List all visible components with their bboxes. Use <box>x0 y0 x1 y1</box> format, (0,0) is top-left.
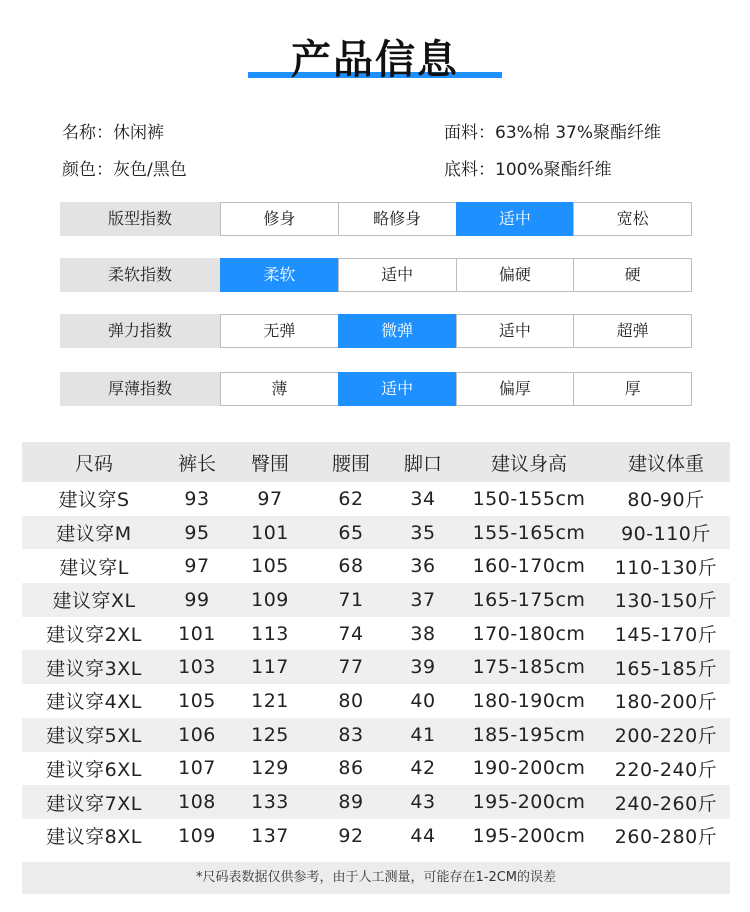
table-cell: 195-200cm <box>456 785 602 819</box>
index-option: 偏厚 <box>456 372 575 406</box>
table-cell: 建议穿L <box>22 549 166 583</box>
index-label: 厚薄指数 <box>60 372 220 406</box>
table-cell: 建议穿7XL <box>22 785 166 819</box>
size-table-header-cell: 脚口 <box>390 442 456 482</box>
table-cell: 建议穿5XL <box>22 718 166 752</box>
table-cell: 80 <box>312 684 390 718</box>
table-cell: 建议穿S <box>22 482 166 516</box>
table-cell: 44 <box>390 819 456 853</box>
size-table-header-cell: 腰围 <box>312 442 390 482</box>
index-option: 略修身 <box>338 202 457 236</box>
size-table-header <box>22 442 730 482</box>
size-table <box>22 442 730 853</box>
table-cell: 35 <box>390 516 456 550</box>
index-options <box>220 202 692 236</box>
table-row <box>22 583 730 617</box>
table-cell: 95 <box>166 516 228 550</box>
table-cell: 108 <box>166 785 228 819</box>
table-cell: 185-195cm <box>456 718 602 752</box>
table-cell: 68 <box>312 549 390 583</box>
table-cell: 83 <box>312 718 390 752</box>
index-option: 厚 <box>573 372 692 406</box>
size-table-header-cell: 裤长 <box>166 442 228 482</box>
table-cell: 42 <box>390 752 456 786</box>
page-title: 产品信息 <box>291 37 459 83</box>
table-cell: 220-240斤 <box>602 752 730 786</box>
table-cell: 101 <box>228 516 312 550</box>
table-row <box>22 785 730 819</box>
index-option: 适中 <box>456 314 575 348</box>
size-table-body <box>22 482 730 853</box>
table-cell: 117 <box>228 650 312 684</box>
table-cell: 165-185斤 <box>602 650 730 684</box>
index-option: 硬 <box>573 258 692 292</box>
table-cell: 86 <box>312 752 390 786</box>
table-cell: 建议穿M <box>22 516 166 550</box>
index-label: 版型指数 <box>60 202 220 236</box>
table-cell: 129 <box>228 752 312 786</box>
index-row <box>60 202 692 236</box>
table-cell: 74 <box>312 617 390 651</box>
table-cell: 165-175cm <box>456 583 602 617</box>
table-cell: 175-185cm <box>456 650 602 684</box>
disclaimer-note: *尺码表数据仅供参考，由于人工测量，可能存在1-2CM的误差 <box>22 862 730 894</box>
index-row <box>60 258 692 292</box>
table-row <box>22 684 730 718</box>
size-table-header-cell: 建议体重 <box>602 442 730 482</box>
info-color: 颜色：灰色/黑色 <box>62 160 187 180</box>
table-row <box>22 516 730 550</box>
table-cell: 建议穿4XL <box>22 684 166 718</box>
table-cell: 121 <box>228 684 312 718</box>
table-cell: 37 <box>390 583 456 617</box>
index-option-selected: 微弹 <box>338 314 457 348</box>
section-title <box>0 24 750 94</box>
info-lining: 底料：100%聚酯纤维 <box>444 160 612 180</box>
table-cell: 99 <box>166 583 228 617</box>
table-cell: 71 <box>312 583 390 617</box>
table-cell: 170-180cm <box>456 617 602 651</box>
table-cell: 113 <box>228 617 312 651</box>
index-option: 偏硬 <box>456 258 575 292</box>
index-option: 超弹 <box>573 314 692 348</box>
table-cell: 77 <box>312 650 390 684</box>
info-fabric: 面料：63%棉 37%聚酯纤维 <box>444 123 661 143</box>
table-cell: 建议穿6XL <box>22 752 166 786</box>
table-cell: 195-200cm <box>456 819 602 853</box>
index-option-selected: 适中 <box>456 202 575 236</box>
table-cell: 180-190cm <box>456 684 602 718</box>
table-cell: 62 <box>312 482 390 516</box>
table-cell: 109 <box>166 819 228 853</box>
table-cell: 43 <box>390 785 456 819</box>
table-cell: 125 <box>228 718 312 752</box>
table-cell: 34 <box>390 482 456 516</box>
index-label: 柔软指数 <box>60 258 220 292</box>
index-option: 宽松 <box>573 202 692 236</box>
table-cell: 40 <box>390 684 456 718</box>
table-row <box>22 718 730 752</box>
table-cell: 133 <box>228 785 312 819</box>
table-cell: 145-170斤 <box>602 617 730 651</box>
table-cell: 200-220斤 <box>602 718 730 752</box>
table-cell: 260-280斤 <box>602 819 730 853</box>
index-label: 弹力指数 <box>60 314 220 348</box>
index-options <box>220 372 692 406</box>
table-cell: 106 <box>166 718 228 752</box>
table-cell: 190-200cm <box>456 752 602 786</box>
index-option-selected: 适中 <box>338 372 457 406</box>
index-row <box>60 372 692 406</box>
table-cell: 93 <box>166 482 228 516</box>
table-cell: 107 <box>166 752 228 786</box>
table-cell: 110-130斤 <box>602 549 730 583</box>
size-table-header-cell: 臀围 <box>228 442 312 482</box>
table-cell: 41 <box>390 718 456 752</box>
table-cell: 105 <box>166 684 228 718</box>
table-cell: 97 <box>166 549 228 583</box>
table-cell: 65 <box>312 516 390 550</box>
table-row <box>22 549 730 583</box>
table-cell: 103 <box>166 650 228 684</box>
index-options <box>220 258 692 292</box>
table-cell: 39 <box>390 650 456 684</box>
size-table-header-cell: 建议身高 <box>456 442 602 482</box>
index-option-selected: 柔软 <box>220 258 339 292</box>
info-name: 名称：休闲裤 <box>62 123 164 143</box>
table-cell: 137 <box>228 819 312 853</box>
table-cell: 建议穿2XL <box>22 617 166 651</box>
table-cell: 89 <box>312 785 390 819</box>
table-cell: 97 <box>228 482 312 516</box>
table-cell: 建议穿8XL <box>22 819 166 853</box>
index-options <box>220 314 692 348</box>
index-option: 无弹 <box>220 314 339 348</box>
index-option: 修身 <box>220 202 339 236</box>
table-cell: 92 <box>312 819 390 853</box>
table-row <box>22 752 730 786</box>
table-cell: 180-200斤 <box>602 684 730 718</box>
table-cell: 160-170cm <box>456 549 602 583</box>
table-cell: 101 <box>166 617 228 651</box>
size-table-header-cell: 尺码 <box>22 442 166 482</box>
table-cell: 建议穿XL <box>22 583 166 617</box>
table-cell: 38 <box>390 617 456 651</box>
table-cell: 80-90斤 <box>602 482 730 516</box>
table-row <box>22 819 730 853</box>
table-cell: 130-150斤 <box>602 583 730 617</box>
table-cell: 36 <box>390 549 456 583</box>
table-cell: 109 <box>228 583 312 617</box>
table-row <box>22 650 730 684</box>
index-option: 薄 <box>220 372 339 406</box>
table-cell: 150-155cm <box>456 482 602 516</box>
index-option: 适中 <box>338 258 457 292</box>
table-cell: 155-165cm <box>456 516 602 550</box>
index-row <box>60 314 692 348</box>
table-cell: 建议穿3XL <box>22 650 166 684</box>
table-row <box>22 482 730 516</box>
table-row <box>22 617 730 651</box>
table-cell: 105 <box>228 549 312 583</box>
table-cell: 90-110斤 <box>602 516 730 550</box>
table-cell: 240-260斤 <box>602 785 730 819</box>
